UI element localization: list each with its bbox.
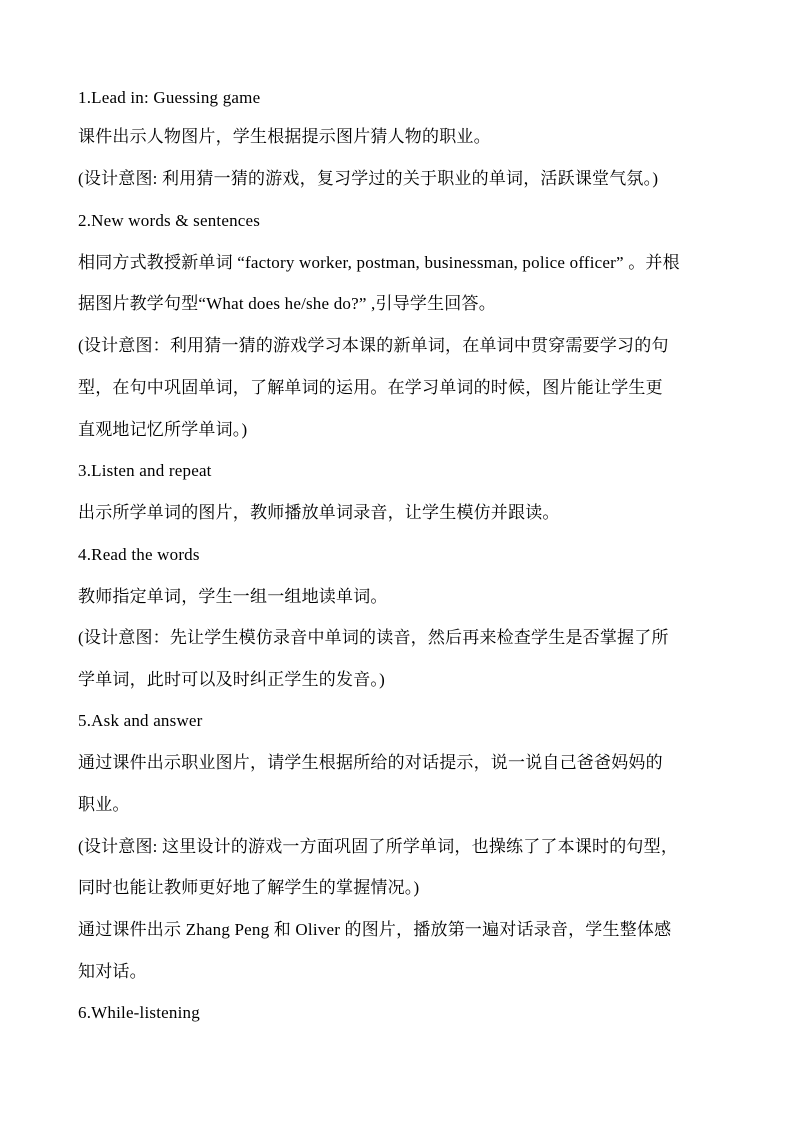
section-heading-lead-in: 1.Lead in: Guessing game [78, 88, 261, 107]
section-heading-read-words: 4.Read the words [78, 545, 200, 564]
design-intent-line: (设计意图: 这里设计的游戏一方面巩固了所学单词，也操练了了本课时的句型， [78, 837, 679, 856]
paragraph-line: 教师指定单词，学生一组一组地读单词。 [78, 587, 388, 606]
paragraph-line: 知对话。 [78, 962, 147, 981]
section-heading-listen-repeat: 3.Listen and repeat [78, 461, 212, 480]
section-heading-new-words: 2.New words & sentences [78, 211, 261, 230]
design-intent-line: 型，在句中巩固单词，了解单词的运用。在学习单词的时候，图片能让学生更 [78, 378, 663, 397]
design-intent-line: (设计意图: 利用猜一猜的游戏，复习学过的关于职业的单词，活跃课堂气氛。) [78, 169, 659, 188]
paragraph-line: 职业。 [78, 795, 130, 814]
design-intent-line: (设计意图：先让学生模仿录音中单词的读音，然后再来检查学生是否掌握了所 [78, 628, 669, 647]
design-intent-line: 直观地记忆所学单词。) [78, 420, 248, 439]
paragraph-line: 课件出示人物图片，学生根据提示图片猜人物的职业。 [78, 127, 491, 146]
design-intent-line: 同时也能让教师更好地了解学生的掌握情况。) [78, 878, 420, 897]
paragraph-line: 出示所学单词的图片，教师播放单词录音，让学生模仿并跟读。 [78, 503, 560, 522]
paragraph-line: 通过课件出示 Zhang Peng 和 Oliver 的图片，播放第一遍对话录音，学生整体感 [78, 920, 672, 939]
section-heading-ask-answer: 5.Ask and answer [78, 711, 203, 730]
paragraph-line: 通过课件出示职业图片，请学生根据所给的对话提示，说一说自己爸爸妈妈的 [78, 753, 663, 772]
paragraph-line: 相同方式教授新单词 “factory worker, postman, businessman, police officer” 。并根 [78, 253, 680, 272]
design-intent-line: 学单词，此时可以及时纠正学生的发音。) [78, 670, 385, 689]
paragraph-line: 据图片教学句型“What does he/she do?” ,引导学生回答。 [78, 294, 496, 313]
section-heading-while-listening: 6.While-listening [78, 1003, 200, 1022]
design-intent-line: (设计意图：利用猜一猜的游戏学习本课的新单词，在单词中贯穿需要学习的句 [78, 336, 669, 355]
